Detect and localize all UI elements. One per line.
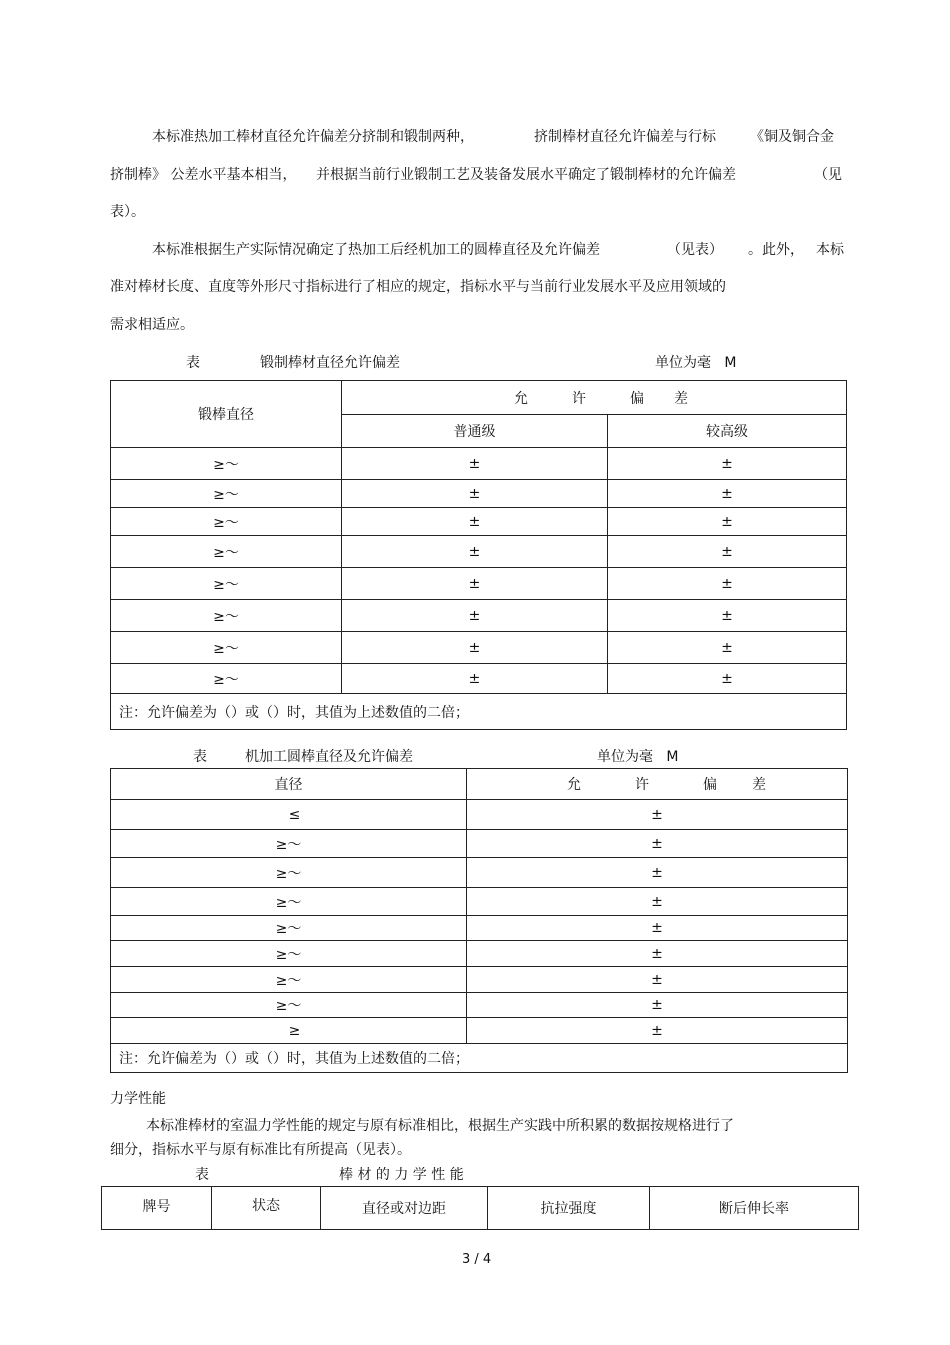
table2-cell: ± — [467, 993, 848, 1018]
table-row — [111, 888, 848, 916]
table2 — [110, 768, 848, 1073]
table-row — [111, 448, 847, 480]
table1-cell: ± — [342, 600, 608, 632]
table1-caption-label: 表 — [186, 355, 200, 371]
table2-cell: ≥～ — [111, 941, 467, 967]
table-row — [111, 830, 848, 858]
table1-cell: ≥～ — [111, 508, 342, 536]
section-line2: 细分，指标水平与原有标准比有所提高（见表）。 — [110, 1142, 411, 1158]
table1-head-diameter: 锻棒直径 — [111, 381, 342, 448]
p2-line2: 准对棒材长度、直度等外形尺寸指标进行了相应的规定，指标水平与当前行业发展水平及应用领域的 — [110, 279, 726, 295]
p1-line3: 表）。 — [110, 204, 145, 220]
p1-line2a: 挤制棒》 公差水平基本相当， — [110, 167, 297, 183]
p2-line1b: （见表） — [667, 242, 723, 258]
p2-line3: 需求相适应。 — [110, 317, 194, 333]
table2-cell: ≥～ — [111, 916, 467, 941]
section-heading: 力学性能 — [110, 1091, 166, 1107]
table-row — [111, 600, 847, 632]
table-row — [111, 632, 847, 664]
table1-unit: 单位为毫 M — [655, 355, 737, 371]
table-row — [111, 1018, 848, 1044]
table1-cell: ± — [342, 508, 608, 536]
table2-caption-label: 表 — [193, 749, 207, 765]
page-number: 3 / 4 — [462, 1252, 492, 1267]
table1-caption-title: 锻制棒材直径允许偏差 — [260, 355, 400, 371]
table1-cell: ± — [608, 600, 847, 632]
table1-cell: ≥～ — [111, 536, 342, 568]
p1-line2b: 并根据当前行业锻制工艺及装备发展水平确定了锻制棒材的允许偏差 — [316, 167, 736, 183]
table2-cell: ≥～ — [111, 830, 467, 858]
table3-head-elongation: 断后伸长率 — [650, 1187, 859, 1230]
p2-line1c: 。此外， — [748, 242, 804, 258]
table1-cell: ± — [608, 480, 847, 508]
table-row — [111, 508, 847, 536]
table1-head-normal: 普通级 — [342, 415, 608, 448]
p1-line1c: 《铜及铜合金 — [750, 129, 834, 145]
table3-head-grade: 牌号 — [102, 1187, 212, 1230]
table3-head-diameter: 直径或对边距 — [321, 1187, 488, 1230]
table2-cell: ± — [467, 967, 848, 993]
table-row — [111, 536, 847, 568]
table-row — [111, 858, 848, 888]
table1-cell: ± — [608, 568, 847, 600]
table1-cell: ± — [342, 536, 608, 568]
table1-cell: ≥～ — [111, 568, 342, 600]
table1-cell: ± — [608, 448, 847, 480]
table3-caption-title: 棒 材 的 力 学 性 能 — [339, 1167, 464, 1183]
table1-cell: ± — [342, 568, 608, 600]
table2-cell: ± — [467, 1018, 848, 1044]
table2-cell: ± — [467, 888, 848, 916]
table1-cell: ≥～ — [111, 480, 342, 508]
table-row — [111, 941, 848, 967]
table-row — [111, 800, 848, 830]
table-row — [111, 568, 847, 600]
table1-cell: ≥～ — [111, 448, 342, 480]
table1-cell: ± — [342, 632, 608, 664]
table1-cell: ± — [342, 664, 608, 694]
p1-line1a: 本标准热加工棒材直径允许偏差分挤制和锻制两种， — [152, 129, 474, 145]
table1-cell: ± — [342, 448, 608, 480]
table2-cell: ± — [467, 916, 848, 941]
table2-cell: ± — [467, 858, 848, 888]
table2-cell: ± — [467, 941, 848, 967]
table2-cell: ≤ — [111, 800, 467, 830]
table2-unit: 单位为毫 M — [597, 749, 679, 765]
table1-cell: ± — [342, 480, 608, 508]
p2-line1a: 本标准根据生产实际情况确定了热加工后经机加工的圆棒直径及允许偏差 — [152, 242, 600, 258]
table1-note: 注：允许偏差为（）或（）时，其值为上述数值的二倍； — [111, 694, 847, 730]
table3 — [101, 1186, 859, 1230]
table-row — [111, 993, 848, 1018]
table1-cell: ≥～ — [111, 632, 342, 664]
table2-note: 注：允许偏差为（）或（）时，其值为上述数值的二倍； — [111, 1044, 848, 1073]
table3-caption-label: 表 — [195, 1167, 209, 1183]
table1-cell: ± — [608, 508, 847, 536]
table2-caption-title: 机加工圆棒直径及允许偏差 — [245, 749, 413, 765]
table2-cell: ≥～ — [111, 888, 467, 916]
table2-cell: ± — [467, 830, 848, 858]
table2-cell: ≥～ — [111, 993, 467, 1018]
table1-cell: ± — [608, 664, 847, 694]
table2-head-diameter: 直径 — [111, 769, 467, 800]
table1-cell: ≥～ — [111, 600, 342, 632]
table1-head-tolerance: 允 许 偏 差 — [342, 381, 847, 415]
section-line1: 本标准棒材的室温力学性能的规定与原有标准相比，根据生产实践中所积累的数据按规格进行了 — [146, 1118, 734, 1134]
p1-line2c: （见 — [814, 167, 842, 183]
table2-cell: ≥～ — [111, 858, 467, 888]
table-row — [111, 967, 848, 993]
p1-line1b: 挤制棒材直径允许偏差与行标 — [534, 129, 716, 145]
table3-head-tensile: 抗拉强度 — [488, 1187, 650, 1230]
table1 — [110, 380, 847, 730]
table1-cell: ± — [608, 536, 847, 568]
table-row — [111, 480, 847, 508]
p2-line1d: 本标 — [816, 242, 844, 258]
table-row — [111, 664, 847, 694]
table1-cell: ≥～ — [111, 664, 342, 694]
table3-head-temper: 状态 — [212, 1187, 321, 1230]
table2-cell: ± — [467, 800, 848, 830]
table2-cell: ≥～ — [111, 967, 467, 993]
table2-head-tolerance: 允 许 偏 差 — [467, 769, 848, 800]
table2-cell: ≥ — [111, 1018, 467, 1044]
table1-cell: ± — [608, 632, 847, 664]
table-row — [111, 916, 848, 941]
table1-head-high: 较高级 — [608, 415, 847, 448]
